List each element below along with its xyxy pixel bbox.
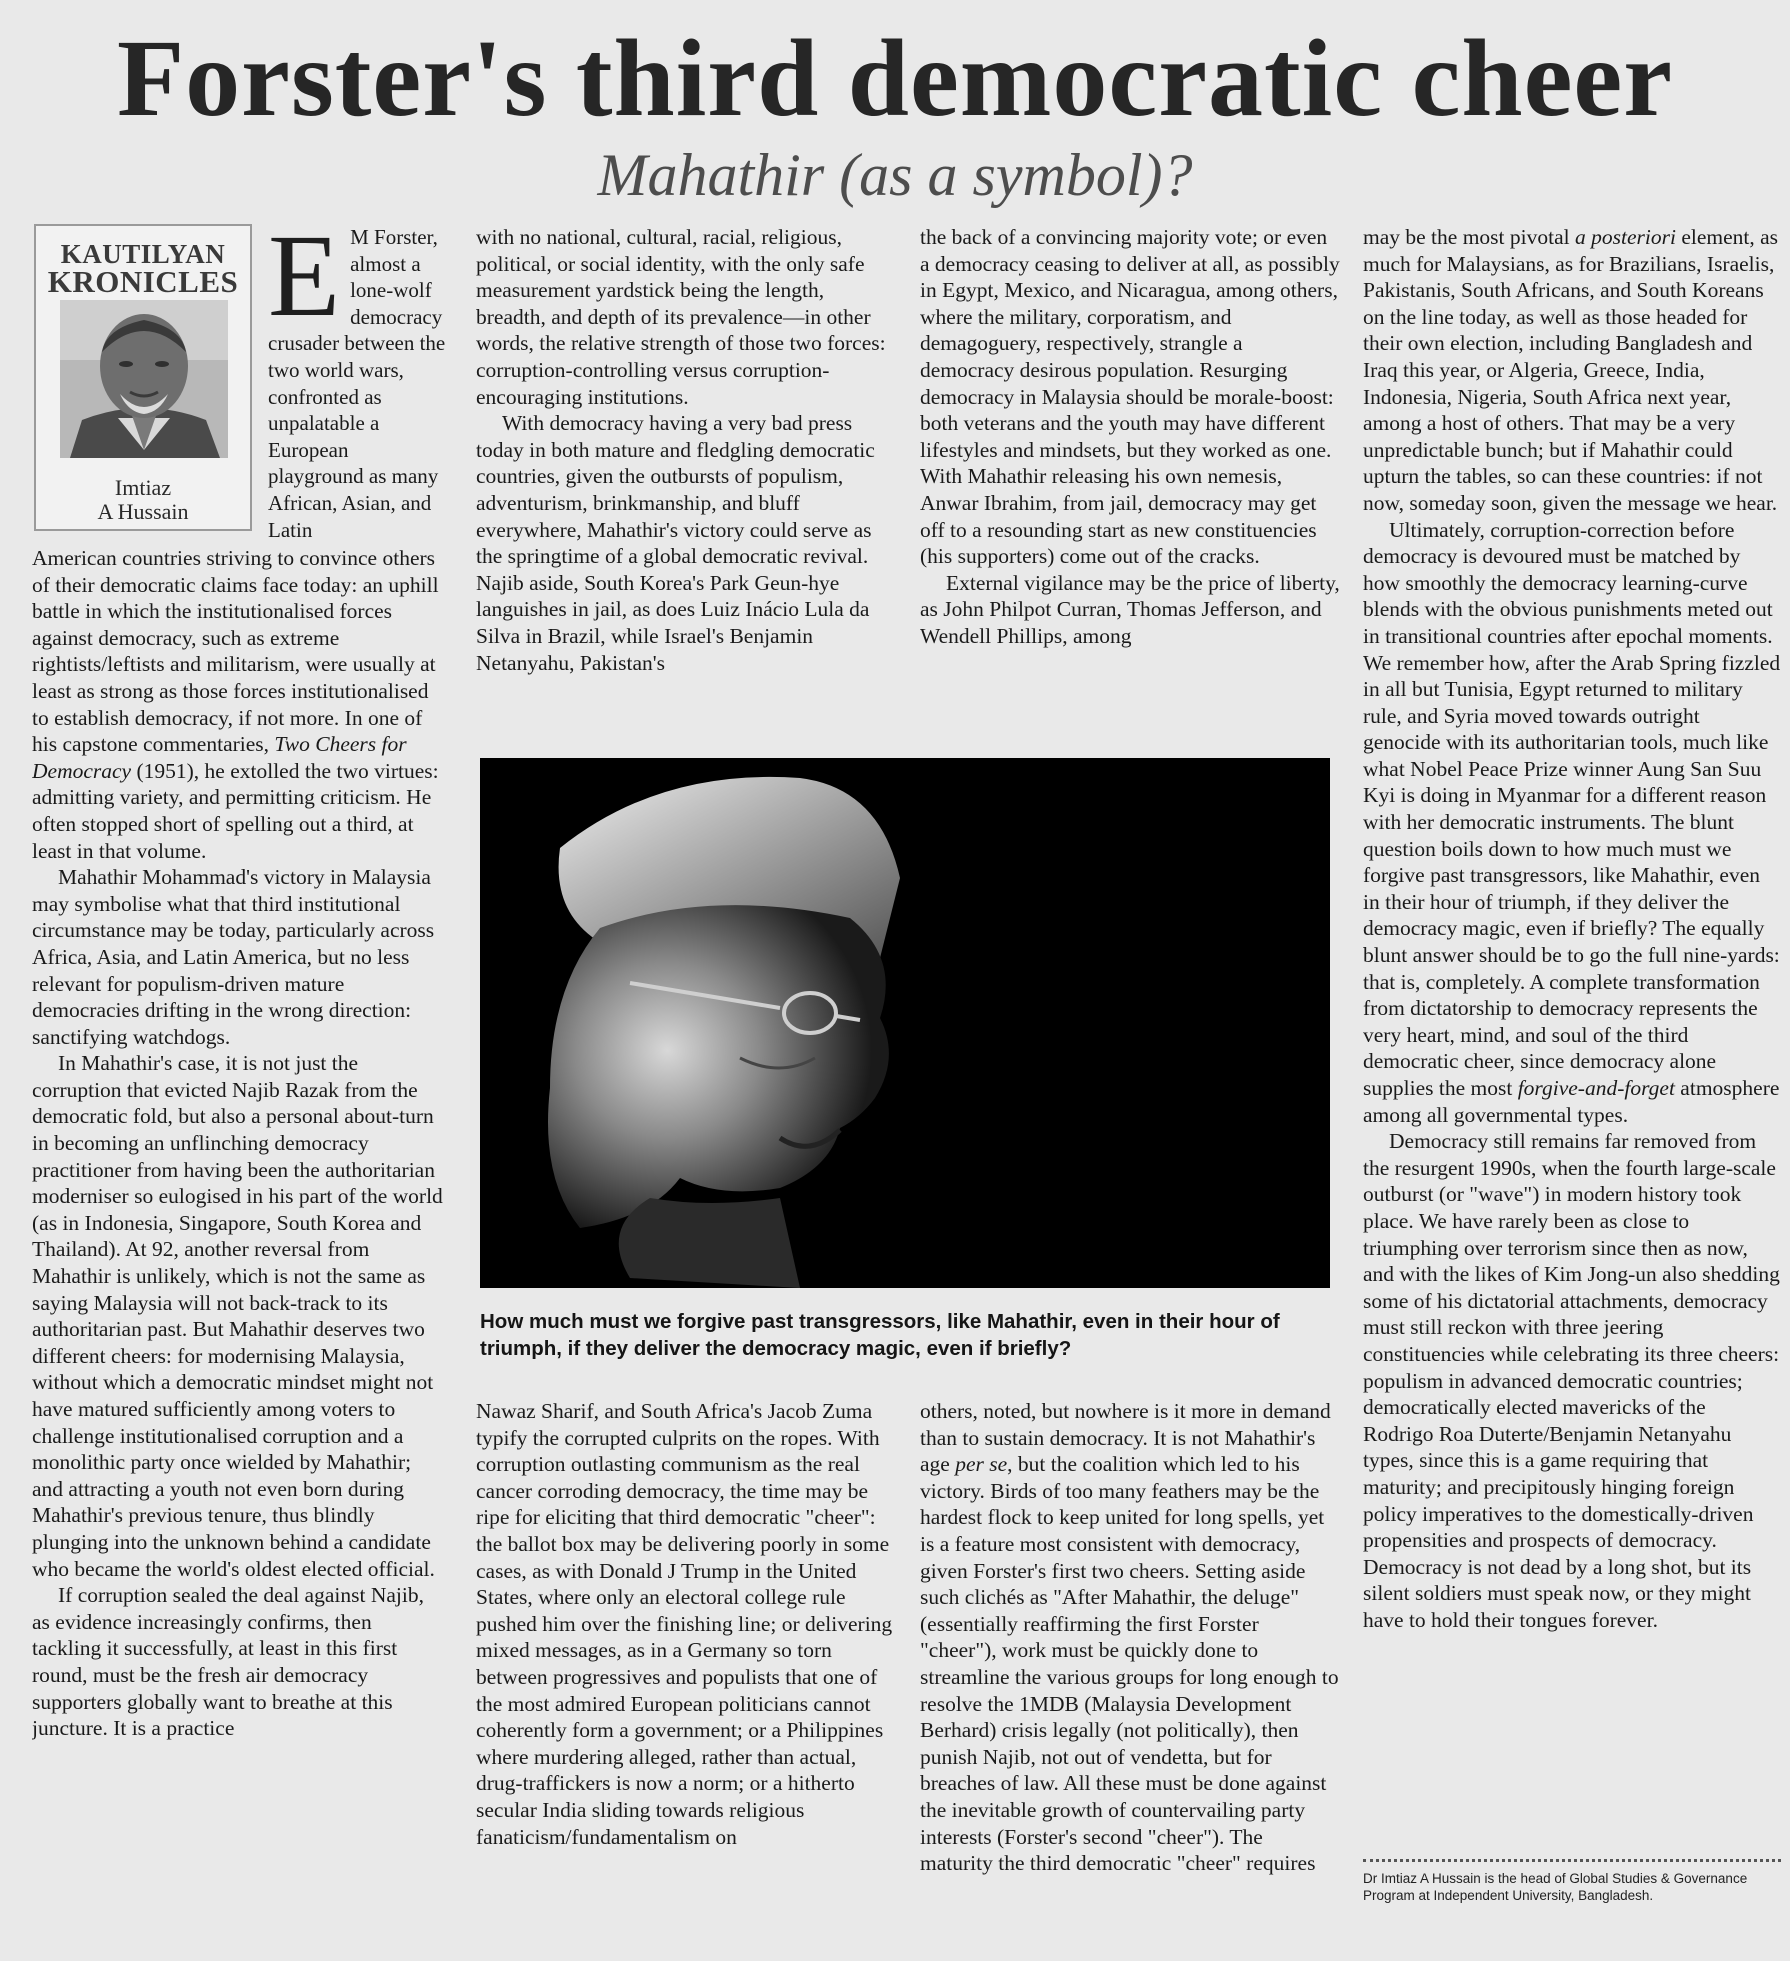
article-paragraph bbox=[32, 545, 444, 864]
column-title-line2: KRONICLES bbox=[47, 264, 239, 299]
article-column-1 bbox=[32, 545, 444, 1955]
article-paragraph: In Mahathir's case, it is not just the corruption that evicted Najib Razak from the democratic fold, but also a personal about-turn in becoming an unflinching democracy practitioner from having been the authoritarian moderniser so eulogised in his part of the world (as in Indonesia, Singapore, South Korea and Thailand). At 92, another reversal from Mahathir is unlikely, which is not the same as saying Malaysia will not back-track to its authoritarian past. But Mahathir deserves two different cheers: for modernising Malaysia, without which a democratic mindset might not have matured sufficiently among voters to challenge institutionalised corruption and a monolithic party once wielded by Mahathir; and attracting a youth not even born during Mahathir's previous tenure, thus blindly plunging into the unknown behind a candidate who became the world's oldest elected official. bbox=[32, 1051, 443, 1581]
article-paragraph: If corruption sealed the deal against Najib, as evidence increasingly confirms, then tackling it successfully, at least in this first round, must be the fresh air democracy supporters globally want to breathe at this juncture. It is a practice bbox=[32, 1583, 424, 1741]
article-paragraph bbox=[920, 1398, 1340, 1877]
article-column-3-top bbox=[920, 224, 1340, 739]
paragraph-text: element, as much for Malaysians, as for Brazilians, Israelis, Pakistanis, South Africans, and South Koreans on the line today, as well as those headed for their own election, including Bangladesh and Iraq this year, or Algeria, Greece, India, Indonesia, Nigeria, South Africa next year, among a host of others. That may be a very unpredictable bunch; but if Mahathir could upturn the tables, so can these countries: if not now, someday soon, given the message we hear. bbox=[1363, 225, 1779, 515]
bio-divider bbox=[1363, 1859, 1781, 1862]
emphasis-text: a posteriori bbox=[1574, 225, 1676, 249]
column-title-line1: KAUTILYAN bbox=[60, 239, 226, 269]
article-column-4 bbox=[1363, 224, 1781, 1854]
article-paragraph: Mahathir Mohammad's victory in Malaysia may symbolise what that third institutional circumstance may be today, particularly across Africa, Asia, and Latin America, but no less relevant for populism-driven mature democracies drifting in the wrong direction: sanctifying watchdogs. bbox=[32, 865, 435, 1049]
article-paragraph: External vigilance may be the price of liberty, as John Philpot Curran, Thomas Jefferson, and Wendell Phillips, among bbox=[920, 570, 1340, 648]
paragraph-text: others, noted, but nowhere is it more in demand than to sustain democracy. It is not Mahathir's age bbox=[920, 1399, 1331, 1477]
drop-cap: E bbox=[268, 224, 341, 341]
author-name-line1: Imtiaz bbox=[114, 475, 172, 500]
book-title: Two Cheers for Democracy bbox=[32, 732, 407, 783]
article-column-2-top bbox=[476, 224, 896, 739]
article-paragraph bbox=[1363, 224, 1781, 517]
article-paragraph: With democracy having a very bad press today in both mature and fledgling democratic countries, given the outbursts of populism, adventurism, brinkmanship, and bluff everywhere, Mahathir's victory could serve as the springtime of a global democratic revival. Najib aside, South Korea's Park Geun-hye languishes in jail, as does Luiz Inácio Lula da Silva in Brazil, while Israel's Benjamin Netanyahu, Pakistan's bbox=[476, 411, 875, 675]
article-column-2-bottom bbox=[476, 1398, 896, 1955]
paragraph-text: (1951), he extolled the two virtues: admitting variety, and permitting criticism. He often stopped short of spelling out a third, at least in that volume. bbox=[32, 758, 439, 863]
author-name bbox=[36, 476, 250, 524]
article-paragraph bbox=[268, 224, 448, 543]
author-portrait bbox=[60, 300, 228, 458]
mahathir-profile-image bbox=[480, 758, 1330, 1288]
author-portrait-image bbox=[60, 300, 228, 458]
paragraph-text: M Forster, almost a lone-wolf democracy crusader between the two world wars, confronted as unpalatable a European playground as many African, Asian, and Latin bbox=[268, 225, 446, 542]
paragraph-text: Ultimately, corruption-correction before democracy is devoured must be matched by how smoothly the democracy learning-curve blends with the obvious punishments meted out in transitional countries after epochal moments. We remember how, after the Arab Spring fizzled in all but Tunisia, Egypt returned to military rule, and Syria moved towards outright genocide with its authoritarian tools, much like what Nobel Peace Prize winner Aung San Suu Kyi is doing in Myanmar for a different reason with her democratic instruments. The blunt question boils down to how much must we forgive past transgressors, like Mahathir, even in their hour of triumph, if they deliver the democracy magic, even if briefly? The equally blunt answer should be to go the full nine-yards: that is, completely. A complete transformation from dictatorship to democracy represents the very heart, mind, and soul of the third democratic cheer, since democracy alone supplies the most bbox=[1363, 517, 1781, 1100]
author-bio: Dr Imtiaz A Hussain is the head of Global Studies & Governance Program at Independent University, Bangladesh. bbox=[1363, 1871, 1748, 1903]
headline: Forster's third democratic cheer bbox=[116, 17, 1674, 139]
paragraph-text: may be the most pivotal bbox=[1363, 225, 1570, 249]
paragraph-text: atmosphere among all governmental types. bbox=[1363, 1076, 1780, 1127]
mahathir-photo bbox=[480, 758, 1330, 1288]
article-paragraph: Democracy still remains far removed from the resurgent 1990s, when the fourth large-scale outburst (or "wave") in modern history took place. We have rarely been as close to triumphing over terrorism since then as now, and with the likes of Kim Jong-un also shedding some of his dictatorial attachments, democracy must still reckon with three jeering constituencies while celebrating its three cheers: populism in advanced democratic countries; democratically elected mavericks of the Rodrigo Roa Duterte/Benjamin Netanyahu types, since this is a game requiring that maturity; and precipitously hinging foreign policy imperatives to the domestically-driven propensities and prospects of democracy. Democracy is not dead by a long shot, but its silent soldiers must speak now, or they might have to hold their tongues forever. bbox=[1363, 1129, 1780, 1632]
subheadline: Mahathir (as a symbol)? bbox=[597, 142, 1193, 208]
photo-caption: How much must we forgive past transgressors, like Mahathir, even in their hour of triumph, if they deliver the democracy magic, even if briefly? bbox=[480, 1310, 1280, 1360]
paragraph-text: American countries striving to convince others of their democratic claims face today: an uphill battle in which the institutionalised forces against democracy, such as extreme rightists/leftists and militarism, were usually at least as strong as those forces institutionalised to establish democracy, if not more. In one of his capstone commentaries, bbox=[32, 546, 439, 757]
article-column-3-bottom bbox=[920, 1398, 1340, 1955]
article-paragraph: Nawaz Sharif, and South Africa's Jacob Zuma typify the corrupted culprits on the ropes. With corruption outlasting communism as the real cancer corroding democracy, the time may be ripe for eliciting that third democratic "cheer": the ballot box may be delivering poorly in some cases, as with Donald J Trump in the United States, where only an electoral college rule pushed him over the finishing line; or delivering mixed messages, as in a Germany so torn between progressives and populists that one of the most admired European politicians cannot coherently form a government; or a Philippines where murdering alleged, rather than actual, drug-traffickers is now a norm; or a hitherto secular India sliding towards religious fanaticism/fundamentalism on bbox=[476, 1399, 893, 1849]
paragraph-text: , but the coalition which led to his victory. Birds of too many feathers may be the hardest flock to keep united for long spells, yet is a feature most consistent with democracy, given Forster's first two cheers. Setting aside such clichés as "After Mahathir, the deluge" (essentially reaffirming the first Forster "cheer"), work must be quickly done to streamline the various groups for long enough to resolve the 1MDB (Malaysia Development Berhard) crisis legally (not politically), then punish Najib, not out of vendetta, but for breaches of law. All these must be done against the inevitable growth of countervailing party interests (Forster's second "cheer"). The maturity the third democratic "cheer" requires bbox=[920, 1452, 1339, 1876]
column-title bbox=[36, 239, 250, 299]
author-name-line2: A Hussain bbox=[97, 499, 189, 524]
article-paragraph: the back of a convincing majority vote; or even a democracy ceasing to deliver at all, as possibly in Egypt, Mexico, and Nicaragua, among others, where the military, corporatism, and demagoguery, respectively, strangle a democracy desirous population. Resurging democracy in Malaysia should be morale-boost: both veterans and the youth may have different lifestyles and mindsets, but they worked as one. With Mahathir releasing his own nemesis, Anwar Ibrahim, from jail, democracy may get off to a resounding start as new constituencies (his supporters) come out of the cracks. bbox=[920, 225, 1340, 569]
article-intro-column bbox=[268, 224, 448, 544]
column-sidebar-box bbox=[34, 224, 252, 531]
emphasis-text: forgive-and-forget bbox=[1517, 1076, 1675, 1100]
emphasis-text: per se bbox=[955, 1452, 1008, 1477]
article-paragraph: with no national, cultural, racial, religious, political, or social identity, with the only safe measurement yardstick being the length, breadth, and depth of its prevalence—in other words, the relative strength of those two forces: corruption-controlling versus corruption-encouraging institutions. bbox=[476, 225, 886, 409]
article-paragraph bbox=[1363, 517, 1781, 1129]
